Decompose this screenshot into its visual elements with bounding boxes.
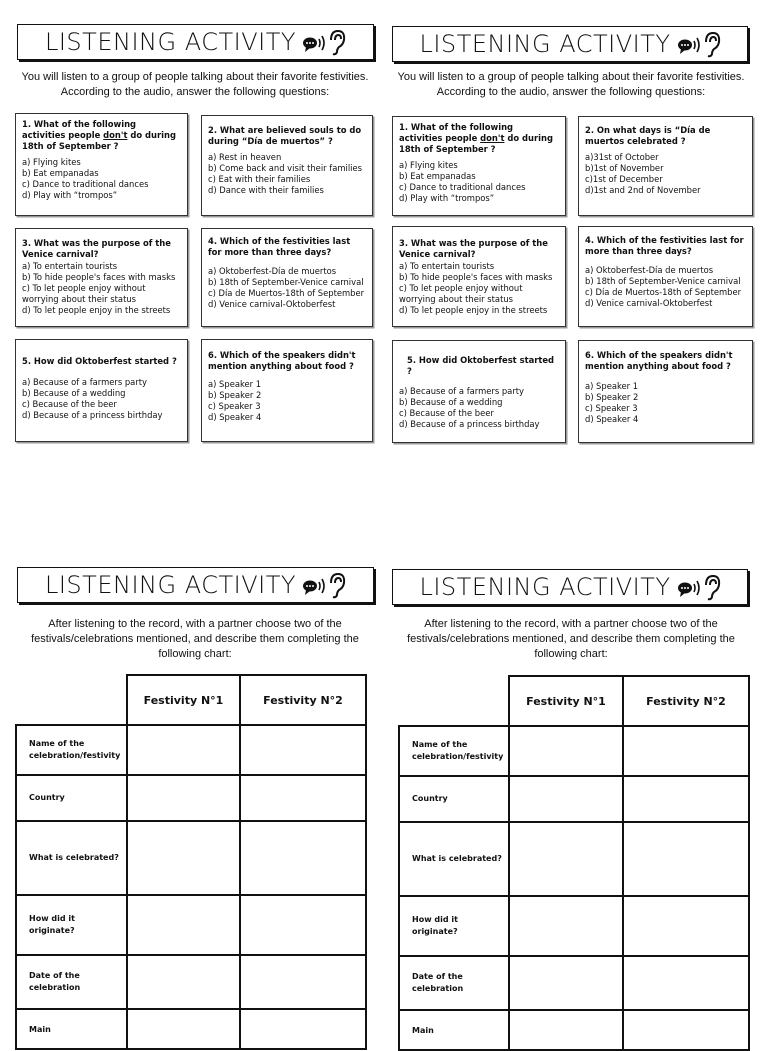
festivity-1-header: Festivity N°1 xyxy=(509,676,623,726)
question-title: 6. Which of the speakers didn't mention anything about food ? xyxy=(208,350,356,371)
answer-option[interactable]: d) Because of a princess birthday xyxy=(399,419,540,429)
row-label: How did it originate? xyxy=(399,896,509,956)
answer-option[interactable]: a) Rest in heaven xyxy=(208,152,282,162)
speech-bubble-icon xyxy=(678,40,692,55)
chart-corner xyxy=(16,675,127,725)
row-label: Country xyxy=(399,776,509,822)
answer-cell[interactable] xyxy=(127,725,240,775)
row-label: How did it originate? xyxy=(16,895,127,955)
speech-bubble-icon xyxy=(303,38,317,53)
ear-icon xyxy=(706,33,719,56)
answer-cell[interactable] xyxy=(127,955,240,1009)
question-title: 6. Which of the speakers didn't mention anything about food ? xyxy=(585,350,733,371)
question-box-5 xyxy=(392,340,566,443)
answer-option[interactable]: a) Oktoberfest-Día de muertos xyxy=(585,265,714,275)
table-row xyxy=(16,725,366,775)
answer-option[interactable]: b) To hide people's faces with masks xyxy=(22,272,176,282)
speech-bubble-icon xyxy=(678,583,692,598)
activity-title-box xyxy=(392,569,748,605)
table-row xyxy=(399,956,749,1010)
answer-cell[interactable] xyxy=(240,725,366,775)
answer-cell[interactable] xyxy=(623,726,749,776)
festivity-2-header: Festivity N°2 xyxy=(240,675,366,725)
table-row xyxy=(399,776,749,822)
table-row xyxy=(399,726,749,776)
answer-option[interactable]: b) Eat empanadas xyxy=(22,168,99,178)
question-box-3 xyxy=(15,228,188,327)
answer-option[interactable]: b) Because of a wedding xyxy=(399,397,503,407)
answer-option[interactable]: b) Come back and visit their families xyxy=(208,163,363,173)
question-title: 4. Which of the festivities last for more than three days? xyxy=(585,235,744,256)
answer-cell[interactable] xyxy=(509,822,623,896)
answer-option[interactable]: b) 18th of September-Venice carnival xyxy=(208,277,364,287)
sound-waves-icon xyxy=(319,579,324,593)
answer-option[interactable]: a) Speaker 1 xyxy=(585,381,639,391)
row-label: Name of the celebration/festivity xyxy=(399,726,509,776)
answer-option[interactable]: c) To let people enjoy without worrying about their status xyxy=(399,283,523,304)
question-box-3 xyxy=(392,226,566,327)
answer-cell[interactable] xyxy=(509,726,623,776)
answer-option[interactable]: d) Play with “trompos” xyxy=(22,190,118,200)
answer-option[interactable]: d) To let people enjoy in the streets xyxy=(399,305,548,315)
answer-cell[interactable] xyxy=(127,895,240,955)
answer-cell[interactable] xyxy=(127,1009,240,1049)
activity-title: LISTENING ACTIVITY xyxy=(419,573,671,601)
listening-icon xyxy=(677,573,721,601)
answer-cell[interactable] xyxy=(623,956,749,1010)
answer-cell[interactable] xyxy=(240,775,366,821)
table-row xyxy=(16,895,366,955)
answer-option[interactable]: c) Because of the beer xyxy=(399,408,494,418)
table-row xyxy=(399,1010,749,1050)
answer-option[interactable]: b) Speaker 2 xyxy=(208,390,262,400)
question-title: 2. On what days is “Día de muertos celebrated ? xyxy=(585,125,711,146)
answer-option[interactable]: d) Venice carnival-Oktoberfest xyxy=(208,299,336,309)
sound-waves-icon xyxy=(694,38,699,52)
row-label: Date of the celebration xyxy=(16,955,127,1009)
row-label: What is celebrated? xyxy=(16,821,127,895)
activity-title-box xyxy=(392,26,748,62)
row-label: Main xyxy=(399,1010,509,1050)
answer-option[interactable]: c) To let people enjoy without worrying about their status xyxy=(22,283,146,304)
table-row xyxy=(399,896,749,956)
activity-title-box xyxy=(17,567,374,603)
question-title: 4. Which of the festivities last for more than three days? xyxy=(208,236,351,257)
table-row xyxy=(16,1009,366,1049)
answer-cell[interactable] xyxy=(623,896,749,956)
activity-title-box xyxy=(17,24,374,60)
answer-cell[interactable] xyxy=(509,956,623,1010)
answer-option[interactable]: c) Because of the beer xyxy=(22,399,117,409)
table-row xyxy=(16,775,366,821)
answer-option[interactable]: b) To hide people's faces with masks xyxy=(399,272,553,282)
answer-option[interactable]: c)1st of December xyxy=(585,174,663,184)
question-box-2 xyxy=(578,116,753,216)
listening-icon xyxy=(302,571,346,599)
question-box-4 xyxy=(201,228,373,327)
question-box-4 xyxy=(578,226,753,327)
speech-bubble-icon xyxy=(303,581,317,596)
answer-option[interactable]: b) Eat empanadas xyxy=(399,171,476,181)
answer-option[interactable]: d) Speaker 4 xyxy=(585,414,639,424)
row-label: Country xyxy=(16,775,127,821)
answer-option[interactable]: d) To let people enjoy in the streets xyxy=(22,305,171,315)
activity-title: LISTENING ACTIVITY xyxy=(44,571,297,599)
answer-option[interactable]: a) To entertain tourists xyxy=(399,261,495,271)
answer-option[interactable]: b) 18th of September-Venice carnival xyxy=(585,276,741,286)
row-label: Date of the celebration xyxy=(399,956,509,1010)
answer-option[interactable]: d)1st and 2nd of November xyxy=(585,185,701,195)
answer-option[interactable]: a) Because of a farmers party xyxy=(22,377,147,387)
answer-cell[interactable] xyxy=(623,1010,749,1050)
answer-option[interactable]: b)1st of November xyxy=(585,163,664,173)
answer-option[interactable]: a)31st of October xyxy=(585,152,659,162)
question-title: 2. What are believed souls to do during “Día de muertos” ? xyxy=(208,125,362,146)
intro-text: You will listen to a group of people talking about their favorite festivities. According to the audio, answer the following questions: xyxy=(397,71,745,98)
festivity-chart xyxy=(15,674,367,1050)
answer-option[interactable]: d) Because of a princess birthday xyxy=(22,410,163,420)
answer-option[interactable]: d) Speaker 4 xyxy=(208,412,262,422)
activity-title: LISTENING ACTIVITY xyxy=(419,30,671,58)
answer-option[interactable]: a) Speaker 1 xyxy=(208,379,262,389)
intro-text-2: After listening to the record, with a partner choose two of the festivals/celebrations mentioned, and describe them completing the following chart: xyxy=(407,618,735,660)
row-label: What is celebrated? xyxy=(399,822,509,896)
answer-option[interactable]: a) Oktoberfest-Día de muertos xyxy=(208,266,337,276)
answer-cell[interactable] xyxy=(623,822,749,896)
question-box-1 xyxy=(392,116,566,216)
festivity-2-header: Festivity N°2 xyxy=(623,676,749,726)
answer-cell[interactable] xyxy=(509,896,623,956)
ear-icon xyxy=(706,576,719,599)
answer-option[interactable]: b) Speaker 2 xyxy=(585,392,639,402)
question-box-6 xyxy=(201,339,373,442)
question-title: 1. What of the following activities people don't do during 18th of September ? xyxy=(399,122,553,154)
chart-header-row xyxy=(399,676,749,726)
answer-option[interactable]: d) Play with “trompos” xyxy=(399,193,495,203)
answer-cell[interactable] xyxy=(509,776,623,822)
answer-option[interactable]: a) Flying kites xyxy=(399,160,458,170)
question-box-1 xyxy=(15,113,188,216)
row-label: Main xyxy=(16,1009,127,1049)
question-title: 5. How did Oktoberfest started ? xyxy=(407,355,555,376)
answer-cell[interactable] xyxy=(623,776,749,822)
festivity-1-header: Festivity N°1 xyxy=(127,675,240,725)
chart-corner xyxy=(399,676,509,726)
intro-text-2: After listening to the record, with a partner choose two of the festivals/celebrations mentioned, and describe them completing the following chart: xyxy=(31,618,359,660)
table-row xyxy=(16,821,366,895)
question-title: 3. What was the purpose of the Venice carnival? xyxy=(399,238,548,259)
table-row xyxy=(16,955,366,1009)
answer-option[interactable]: c) Speaker 3 xyxy=(585,403,638,413)
answer-option[interactable]: c) Speaker 3 xyxy=(208,401,261,411)
answer-cell[interactable] xyxy=(509,1010,623,1050)
answer-option[interactable]: c) Día de Muertos-18th of September xyxy=(585,287,742,297)
answer-option[interactable]: c) Eat with their families xyxy=(208,174,311,184)
question-box-5 xyxy=(15,339,188,442)
listening-icon xyxy=(677,30,721,58)
sound-waves-icon xyxy=(694,581,699,595)
festivity-chart xyxy=(398,675,750,1051)
answer-option[interactable]: a) To entertain tourists xyxy=(22,261,118,271)
answer-cell[interactable] xyxy=(240,1009,366,1049)
ear-icon xyxy=(331,574,344,597)
question-title: 1. What of the following activities people don't do during 18th of September ? xyxy=(22,119,176,151)
sound-waves-icon xyxy=(319,36,324,50)
answer-option[interactable]: a) Flying kites xyxy=(22,157,81,167)
ear-icon xyxy=(331,31,344,54)
answer-option[interactable]: c) Dance to traditional dances xyxy=(399,182,526,192)
answer-option[interactable]: a) Because of a farmers party xyxy=(399,386,524,396)
question-box-2 xyxy=(201,115,373,216)
answer-option[interactable]: c) Día de Muertos-18th of September xyxy=(208,288,365,298)
answer-option[interactable]: c) Dance to traditional dances xyxy=(22,179,149,189)
answer-cell[interactable] xyxy=(240,821,366,895)
question-title: 5. How did Oktoberfest started ? xyxy=(22,356,177,366)
chart-header-row xyxy=(16,675,366,725)
row-label: Name of the celebration/festivity xyxy=(16,725,127,775)
table-row xyxy=(399,822,749,896)
answer-cell[interactable] xyxy=(240,955,366,1009)
answer-option[interactable]: b) Because of a wedding xyxy=(22,388,126,398)
listening-icon xyxy=(302,28,346,56)
intro-text: You will listen to a group of people talking about their favorite festivities. According to the audio, answer the following questions: xyxy=(21,71,369,98)
answer-cell[interactable] xyxy=(127,821,240,895)
answer-option[interactable]: d) Dance with their families xyxy=(208,185,324,195)
answer-cell[interactable] xyxy=(127,775,240,821)
answer-option[interactable]: d) Venice carnival-Oktoberfest xyxy=(585,298,713,308)
activity-title: LISTENING ACTIVITY xyxy=(44,28,297,56)
question-title: 3. What was the purpose of the Venice carnival? xyxy=(22,238,171,259)
answer-cell[interactable] xyxy=(240,895,366,955)
question-box-6 xyxy=(578,340,753,443)
